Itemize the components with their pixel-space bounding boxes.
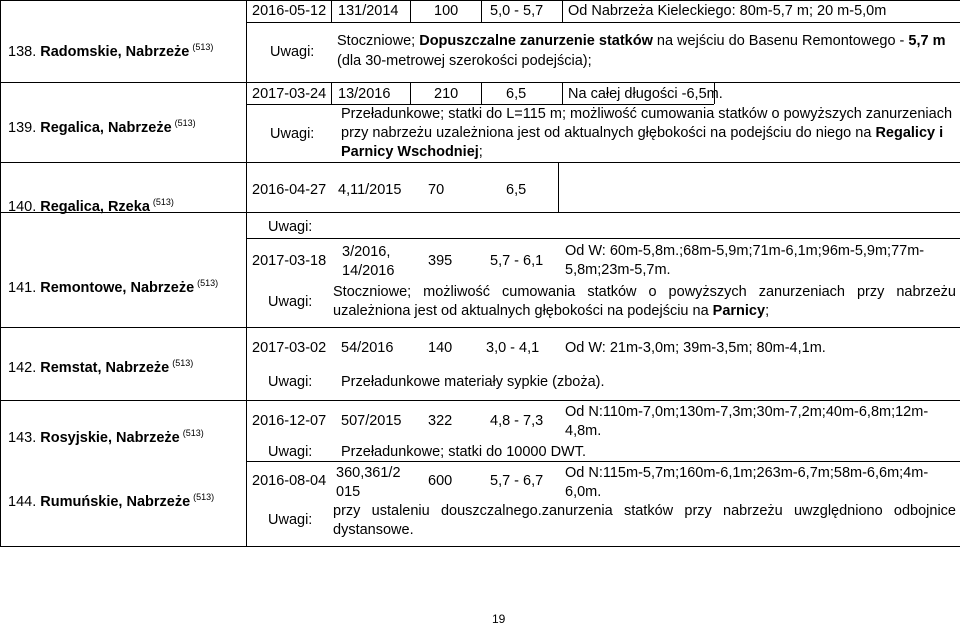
entry-138-title: 138. Radomskie, Nabrzeże $^{(513)}$ (8, 42, 214, 60)
r138-remark-line2: (dla 30-metrowej szerokości podejścia); (337, 53, 592, 69)
r138-decision: 131/2014 (338, 3, 399, 19)
r144-uwagi-label: Uwagi: (268, 512, 313, 528)
r141-remark-line1: Stoczniowe; możliwość cumowania statków o powyższych zanurzeniach przy nabrzeżu (333, 284, 956, 300)
rule-138-139 (0, 82, 960, 83)
r143-remark: Przeładunkowe; statki do 10000 DWT. (341, 444, 587, 460)
r139-remark-line2: przy nabrzeżu uzależniona jest od aktualnych głębokości na podejściu do niego na Regalicy i (341, 125, 944, 141)
entry-141-title: 141. Remontowe, Nabrzeże $^{(513)}$ (8, 278, 219, 296)
r141-note-l1: Od W: 60m-5,8m.;68m-5,9m;71m-6,1m;96m-5,9m;77m- (565, 243, 925, 259)
r141-length: 395 (428, 253, 453, 269)
rule-141-inner (246, 238, 960, 239)
r144-remark-line1: przy ustaleniu douszczalnego.zanurzenia statków przy nabrzeżu uwzględniono odbojnice (333, 503, 956, 519)
r144-decision-l2: 015 (336, 484, 361, 500)
rule-138-a (331, 0, 332, 22)
r142-decision: 54/2016 (341, 340, 394, 356)
rule-139-a (331, 82, 332, 104)
r144-note-l2: 6,0m. (565, 484, 602, 500)
r141-remark-line2: uzależniona jest od aktualnych głębokości na podejściu na Parnicy; (333, 303, 770, 319)
r140-decision: 4,11/2015 (338, 182, 402, 198)
r141-decision-l1: 3/2016, (342, 244, 391, 260)
r143-uwagi-label: Uwagi: (268, 444, 313, 460)
r138-length: 100 (434, 3, 459, 19)
r138-depth: 5,0 - 5,7 (490, 3, 544, 19)
r142-length: 140 (428, 340, 453, 356)
r143-decision: 507/2015 (341, 413, 402, 429)
r142-date: 2017-03-02 (252, 340, 327, 356)
rule-138-inner (246, 22, 960, 23)
rule-142-143 (0, 400, 960, 401)
r142-uwagi-label: Uwagi: (268, 374, 313, 390)
entry-140-title: 140. Regalica, Rzeka $^{(513)}$ (8, 197, 174, 215)
entry-142-title: 142. Remstat, Nabrzeże $^{(513)}$ (8, 358, 194, 376)
r140-depth: 6,5 (506, 182, 527, 198)
rule-top (0, 0, 960, 1)
rule-139-d (562, 82, 563, 104)
entry-143-title: 143. Rosyjskie, Nabrzeże $^{(513)}$ (8, 428, 204, 446)
r139-note: Na całej długości -6,5m. (568, 86, 723, 102)
rule-141-142 (0, 327, 960, 328)
r138-remark-line1: Stoczniowe; Dopuszczalne zanurzenie statków na wejściu do Basenu Remontowego - 5,7 m (337, 33, 946, 49)
rule-left (0, 0, 1, 546)
r138-uwagi-label: Uwagi: (270, 44, 315, 60)
r139-remark-line3: Parnicy Wschodniej; (341, 144, 483, 160)
r138-date: 2016-05-12 (252, 3, 327, 19)
page-number: 19 (492, 612, 506, 626)
r143-note-l1: Od N:110m-7,0m;130m-7,3m;30m-7,2m;40m-6,8m;12m- (565, 404, 929, 420)
rule-138-b (410, 0, 411, 22)
r138-note: Od Nabrzeża Kieleckiego: 80m-5,7 m; 20 m-5,0m (568, 3, 887, 19)
r139-decision: 13/2016 (338, 86, 391, 102)
r139-remark-line1: Przeładunkowe; statki do L=115 m; możliwość cumowania statków o powyższych zanurzeniach (341, 106, 953, 122)
r141-uwagi-label-top: Uwagi: (268, 219, 313, 235)
r143-date: 2016-12-07 (252, 413, 327, 429)
r139-date: 2017-03-24 (252, 86, 327, 102)
r143-note-l2: 4,8m. (565, 423, 602, 439)
r144-depth: 5,7 - 6,7 (490, 473, 544, 489)
rule-138-c (481, 0, 482, 22)
rule-col-divider (246, 0, 247, 546)
entry-139-title: 139. Regalica, Nabrzeże $^{(513)}$ (8, 118, 196, 136)
r142-note: Od W: 21m-3,0m; 39m-3,5m; 80m-4,1m. (565, 340, 826, 356)
r144-decision-l1: 360,361/2 (336, 465, 401, 481)
r141-date: 2017-03-18 (252, 253, 327, 269)
rule-139-inner (246, 104, 714, 105)
r141-uwagi-label: Uwagi: (268, 294, 313, 310)
r142-remark: Przeładunkowe materiały sypkie (zboża). (341, 374, 605, 390)
r143-depth: 4,8 - 7,3 (490, 413, 544, 429)
rule-140-right (558, 162, 559, 212)
r139-uwagi-label: Uwagi: (270, 126, 315, 142)
r141-note-l2: 5,8m;23m-5,7m. (565, 262, 671, 278)
r143-length: 322 (428, 413, 453, 429)
r139-depth: 6,5 (506, 86, 527, 102)
r144-date: 2016-08-04 (252, 473, 327, 489)
r140-date: 2016-04-27 (252, 182, 327, 198)
rule-139-c (481, 82, 482, 104)
entry-144-title: 144. Rumuńskie, Nabrzeże $^{(513)}$ (8, 492, 215, 510)
rule-139-b (410, 82, 411, 104)
rule-bottom (0, 546, 960, 547)
rule-143-inner (246, 461, 960, 462)
rule-139-140 (0, 162, 960, 163)
r142-depth: 3,0 - 4,1 (486, 340, 540, 356)
r144-length: 600 (428, 473, 453, 489)
r140-length: 70 (428, 182, 445, 198)
r141-decision-l2: 14/2016 (342, 263, 395, 279)
r144-remark-line2: dystansowe. (333, 522, 414, 538)
r144-note-l1: Od N:115m-5,7m;160m-6,1m;263m-6,7m;58m-6,6m;4m- (565, 465, 929, 481)
r139-length: 210 (434, 86, 459, 102)
rule-138-d (562, 0, 563, 22)
r141-depth: 5,7 - 6,1 (490, 253, 544, 269)
